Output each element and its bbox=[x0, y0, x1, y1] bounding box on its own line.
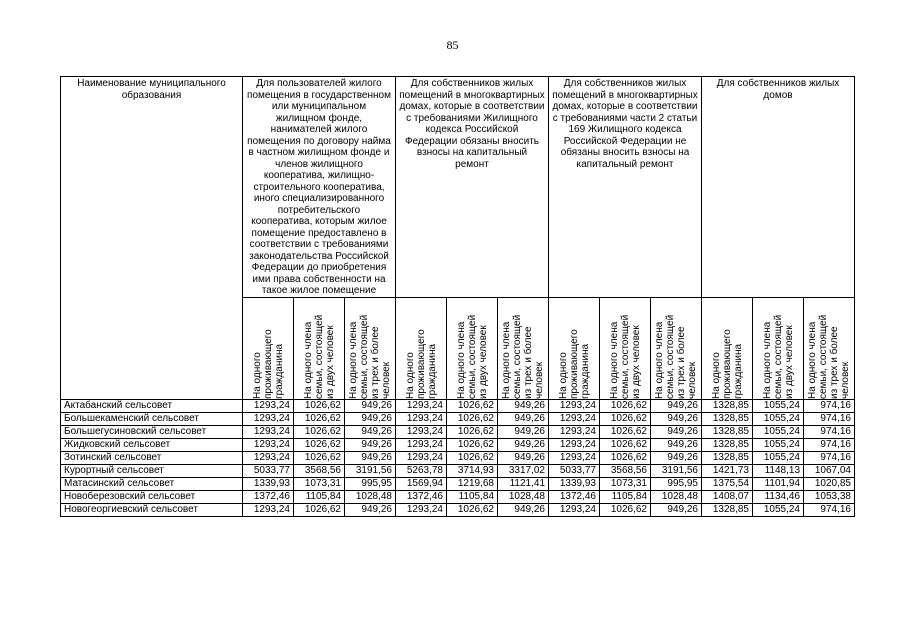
municipality-name-cell: Зотинский сельсовет bbox=[61, 451, 243, 464]
subheader-label: На одного члена семьи, состоящей из двух человек bbox=[455, 314, 489, 399]
municipality-name-cell: Жидковский сельсовет bbox=[61, 438, 243, 451]
value-cell: 949,26 bbox=[651, 425, 702, 438]
header-group-row bbox=[61, 77, 855, 298]
value-cell: 1026,62 bbox=[294, 503, 345, 516]
value-cell: 1328,85 bbox=[702, 438, 753, 451]
subheader-g2-c2 bbox=[447, 297, 498, 399]
value-cell: 1293,24 bbox=[549, 503, 600, 516]
value-cell: 5263,78 bbox=[396, 464, 447, 477]
value-cell: 1328,85 bbox=[702, 425, 753, 438]
value-cell: 1328,85 bbox=[702, 451, 753, 464]
value-cell: 1375,54 bbox=[702, 477, 753, 490]
value-cell: 974,16 bbox=[804, 399, 855, 412]
subheader-g4-c2 bbox=[753, 297, 804, 399]
value-cell: 1219,68 bbox=[447, 477, 498, 490]
value-cell: 1026,62 bbox=[600, 399, 651, 412]
value-cell: 974,16 bbox=[804, 451, 855, 464]
value-cell: 1026,62 bbox=[294, 399, 345, 412]
subheader-g4-c3 bbox=[804, 297, 855, 399]
municipality-name-cell: Новоберезовский сельсовет bbox=[61, 490, 243, 503]
subheader-label: На одного проживающего гражданина bbox=[404, 328, 438, 399]
value-cell: 1028,48 bbox=[498, 490, 549, 503]
value-cell: 949,26 bbox=[498, 425, 549, 438]
value-cell: 949,26 bbox=[345, 438, 396, 451]
subheader-label: На одного члена семьи, состоящей из двух человек bbox=[608, 314, 642, 399]
value-cell: 974,16 bbox=[804, 438, 855, 451]
value-cell: 1053,38 bbox=[804, 490, 855, 503]
table-row bbox=[61, 477, 855, 490]
value-cell: 1293,24 bbox=[243, 503, 294, 516]
value-cell: 974,16 bbox=[804, 412, 855, 425]
value-cell: 1293,24 bbox=[243, 438, 294, 451]
municipality-name-cell: Новогеоргиевский сельсовет bbox=[61, 503, 243, 516]
value-cell: 1105,84 bbox=[447, 490, 498, 503]
value-cell: 1293,24 bbox=[396, 438, 447, 451]
table-row bbox=[61, 412, 855, 425]
value-cell: 3714,93 bbox=[447, 464, 498, 477]
value-cell: 1293,24 bbox=[549, 451, 600, 464]
value-cell: 1026,62 bbox=[600, 503, 651, 516]
value-cell: 1293,24 bbox=[549, 412, 600, 425]
subheader-g3-c1 bbox=[549, 297, 600, 399]
value-cell: 949,26 bbox=[651, 438, 702, 451]
value-cell: 995,95 bbox=[345, 477, 396, 490]
subheader-label: На одного члена семьи, состоящей из двух человек bbox=[761, 314, 795, 399]
value-cell: 5033,77 bbox=[549, 464, 600, 477]
value-cell: 949,26 bbox=[345, 412, 396, 425]
subheader-g4-c1 bbox=[702, 297, 753, 399]
value-cell: 1026,62 bbox=[447, 412, 498, 425]
value-cell: 1073,31 bbox=[294, 477, 345, 490]
value-cell: 1293,24 bbox=[396, 425, 447, 438]
value-cell: 1293,24 bbox=[549, 399, 600, 412]
subheader-g1-c3 bbox=[345, 297, 396, 399]
value-cell: 1055,24 bbox=[753, 438, 804, 451]
table-row bbox=[61, 425, 855, 438]
table-row bbox=[61, 490, 855, 503]
value-cell: 1026,62 bbox=[294, 412, 345, 425]
subheader-g3-c2 bbox=[600, 297, 651, 399]
value-cell: 1028,48 bbox=[345, 490, 396, 503]
subheader-g1-c2 bbox=[294, 297, 345, 399]
value-cell: 1293,24 bbox=[243, 451, 294, 464]
value-cell: 1293,24 bbox=[396, 412, 447, 425]
subheader-g3-c3 bbox=[651, 297, 702, 399]
value-cell: 949,26 bbox=[651, 451, 702, 464]
header-group-house-owners: Для собственников жилых домов bbox=[702, 77, 855, 298]
value-cell: 1055,24 bbox=[753, 503, 804, 516]
value-cell: 1421,73 bbox=[702, 464, 753, 477]
table-row bbox=[61, 399, 855, 412]
value-cell: 1026,62 bbox=[447, 503, 498, 516]
value-cell: 1026,62 bbox=[600, 451, 651, 464]
value-cell: 1372,46 bbox=[243, 490, 294, 503]
value-cell: 1293,24 bbox=[549, 438, 600, 451]
value-cell: 3568,56 bbox=[600, 464, 651, 477]
table-row bbox=[61, 451, 855, 464]
value-cell: 949,26 bbox=[498, 451, 549, 464]
value-cell: 974,16 bbox=[804, 425, 855, 438]
value-cell: 1055,24 bbox=[753, 425, 804, 438]
value-cell: 1026,62 bbox=[600, 438, 651, 451]
value-cell: 949,26 bbox=[345, 451, 396, 464]
value-cell: 949,26 bbox=[498, 399, 549, 412]
value-cell: 1293,24 bbox=[243, 425, 294, 438]
value-cell: 3317,02 bbox=[498, 464, 549, 477]
municipality-name-cell: Большегусиновский сельсовет bbox=[61, 425, 243, 438]
value-cell: 1105,84 bbox=[600, 490, 651, 503]
page-number: 85 bbox=[446, 38, 459, 52]
value-cell: 3568,56 bbox=[294, 464, 345, 477]
value-cell: 1026,62 bbox=[600, 425, 651, 438]
value-cell: 949,26 bbox=[345, 399, 396, 412]
subheader-g2-c1 bbox=[396, 297, 447, 399]
value-cell: 1055,24 bbox=[753, 399, 804, 412]
subheader-label: На одного члена семьи, состоящей из трех и более человек bbox=[348, 314, 392, 399]
value-cell: 1339,93 bbox=[549, 477, 600, 490]
subheader-label: На одного члена семьи, состоящей из трех и более человек bbox=[501, 314, 545, 399]
value-cell: 1055,24 bbox=[753, 451, 804, 464]
value-cell: 1293,24 bbox=[243, 412, 294, 425]
value-cell: 1101,94 bbox=[753, 477, 804, 490]
subheader-label: На одного члена семьи, состоящей из трех и более человек bbox=[654, 314, 698, 399]
value-cell: 974,16 bbox=[804, 503, 855, 516]
value-cell: 1328,85 bbox=[702, 503, 753, 516]
table-row bbox=[61, 464, 855, 477]
value-cell: 1293,24 bbox=[549, 425, 600, 438]
value-cell: 1026,62 bbox=[447, 399, 498, 412]
value-cell: 949,26 bbox=[651, 399, 702, 412]
header-municipality-name: Наименование муниципального образования bbox=[61, 77, 243, 400]
municipality-name-cell: Курортный сельсовет bbox=[61, 464, 243, 477]
value-cell: 949,26 bbox=[498, 503, 549, 516]
value-cell: 949,26 bbox=[345, 425, 396, 438]
value-cell: 949,26 bbox=[498, 438, 549, 451]
subheader-label: На одного проживающего гражданина bbox=[251, 328, 285, 399]
municipality-name-cell: Актабанский сельсовет bbox=[61, 399, 243, 412]
value-cell: 1028,48 bbox=[651, 490, 702, 503]
table-row bbox=[61, 503, 855, 516]
value-cell: 949,26 bbox=[651, 503, 702, 516]
municipality-name-cell: Матасинский сельсовет bbox=[61, 477, 243, 490]
value-cell: 1293,24 bbox=[396, 503, 447, 516]
subheader-label: На одного проживающего гражданина bbox=[557, 328, 591, 399]
value-cell: 1148,13 bbox=[753, 464, 804, 477]
value-cell: 995,95 bbox=[651, 477, 702, 490]
value-cell: 1026,62 bbox=[294, 438, 345, 451]
value-cell: 1328,85 bbox=[702, 412, 753, 425]
value-cell: 3191,56 bbox=[651, 464, 702, 477]
value-cell: 949,26 bbox=[345, 503, 396, 516]
subheader-label: На одного проживающего гражданина bbox=[710, 328, 744, 399]
value-cell: 1569,94 bbox=[396, 477, 447, 490]
tariff-table bbox=[60, 76, 855, 517]
value-cell: 1026,62 bbox=[294, 451, 345, 464]
table-row bbox=[61, 438, 855, 451]
header-group-owners-mkd-capital-repair: Для собственников жилых помещений в многоквартирных домах, которые в соответствии с требованиями Жилищного кодекса Российской Федерации обязаны вносить взносы на капитальный ремонт bbox=[396, 77, 549, 298]
value-cell: 1293,24 bbox=[243, 399, 294, 412]
value-cell: 1293,24 bbox=[396, 399, 447, 412]
value-cell: 1020,85 bbox=[804, 477, 855, 490]
value-cell: 1134,46 bbox=[753, 490, 804, 503]
subheader-label: На одного члена семьи, состоящей из трех и более человек bbox=[807, 314, 851, 399]
value-cell: 1293,24 bbox=[396, 451, 447, 464]
value-cell: 1105,84 bbox=[294, 490, 345, 503]
value-cell: 1328,85 bbox=[702, 399, 753, 412]
value-cell: 1026,62 bbox=[447, 425, 498, 438]
value-cell: 1055,24 bbox=[753, 412, 804, 425]
value-cell: 1026,62 bbox=[447, 451, 498, 464]
subheader-g2-c3 bbox=[498, 297, 549, 399]
value-cell: 1026,62 bbox=[600, 412, 651, 425]
value-cell: 1339,93 bbox=[243, 477, 294, 490]
value-cell: 1372,46 bbox=[396, 490, 447, 503]
value-cell: 1026,62 bbox=[447, 438, 498, 451]
value-cell: 1073,31 bbox=[600, 477, 651, 490]
header-group-owners-mkd-exempt: Для собственников жилых помещений в многоквартирных домах, которые в соответствии с требованиями части 2 статьи 169 Жилищного кодекса Российской Федерации не обязаны вносить взносы на капитальный ремонт bbox=[549, 77, 702, 298]
header-group-tenants: Для пользователей жилого помещения в государственном или муниципальном жилищном фонде, нанимателей жилого помещения по договору найма в частном жилищном фонде и членов жилищного кооператива, жилищно-строительного кооператива, иного специализированного потребительского кооператива, которым жилое помещение предоставлено в соответствии с требованиями законодательства Российской Федерации до приобретения ими права собственности на такое жилое помещение bbox=[243, 77, 396, 298]
value-cell: 3191,56 bbox=[345, 464, 396, 477]
subheader-g1-c1 bbox=[243, 297, 294, 399]
value-cell: 949,26 bbox=[651, 412, 702, 425]
municipality-name-cell: Большекаменский сельсовет bbox=[61, 412, 243, 425]
value-cell: 1067,04 bbox=[804, 464, 855, 477]
value-cell: 949,26 bbox=[498, 412, 549, 425]
value-cell: 5033,77 bbox=[243, 464, 294, 477]
value-cell: 1121,41 bbox=[498, 477, 549, 490]
value-cell: 1408,07 bbox=[702, 490, 753, 503]
subheader-label: На одного члена семьи, состоящей из двух человек bbox=[302, 314, 336, 399]
value-cell: 1372,46 bbox=[549, 490, 600, 503]
value-cell: 1026,62 bbox=[294, 425, 345, 438]
